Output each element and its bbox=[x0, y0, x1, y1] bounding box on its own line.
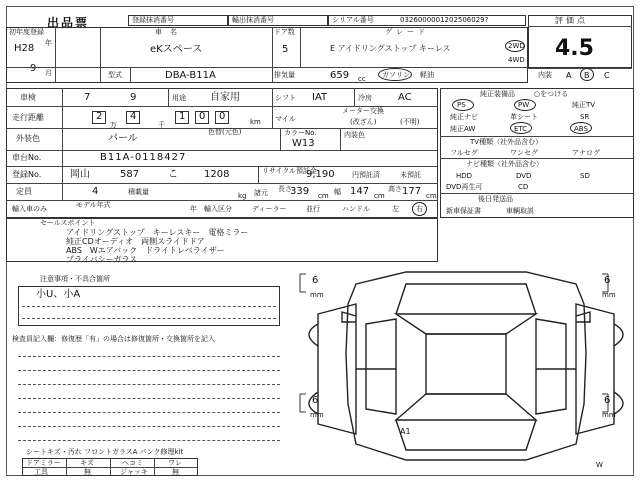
car-name-label: 車名 bbox=[155, 28, 185, 36]
fuel-gas: ガソリン bbox=[382, 71, 410, 79]
tire-fr: 6 bbox=[604, 275, 611, 286]
usage-value: 自家用 bbox=[210, 92, 240, 103]
shift-label: シフト bbox=[275, 94, 296, 102]
tire-rr: 6 bbox=[604, 395, 611, 406]
opt-cd: CD bbox=[518, 183, 529, 191]
legend-h4: ワレ bbox=[168, 459, 182, 467]
inner-color-label: 内装色 bbox=[344, 131, 365, 139]
import-parallel: 並行 bbox=[306, 205, 320, 213]
recycle-unpaid: 未預託 bbox=[400, 171, 421, 179]
tire-fr-mm: mm bbox=[602, 291, 616, 299]
legend-v3: ジャッキ bbox=[120, 468, 148, 476]
interior-a: A bbox=[566, 71, 572, 80]
fuel-light: 軽油 bbox=[420, 71, 434, 79]
handle-label: ハンドル bbox=[342, 205, 370, 213]
mileage-sen: 千 bbox=[158, 121, 165, 129]
interior-c: C bbox=[604, 71, 610, 80]
usage-label: 用途 bbox=[172, 94, 186, 102]
opt-etc: ETC bbox=[514, 125, 528, 133]
import-type-label: 輸入区分 bbox=[204, 205, 232, 213]
inspection-month: 9 bbox=[130, 92, 137, 103]
mileage-digit-5: 0 bbox=[219, 111, 226, 122]
month-unit: 月 bbox=[45, 69, 52, 77]
rating-label: 評価点 bbox=[555, 16, 588, 25]
registration-region: 岡山 bbox=[70, 169, 90, 180]
navi-hdd: HDD bbox=[456, 172, 473, 180]
first-reg-year: H28 bbox=[14, 43, 35, 54]
ac-label: 冷房 bbox=[358, 94, 372, 102]
tv-fullseg: フルセグ bbox=[450, 149, 478, 157]
meter-exchange-label: メーター交換 bbox=[342, 107, 384, 115]
doors-label: ドア数 bbox=[274, 28, 295, 36]
car-info-box bbox=[6, 27, 528, 83]
notes-handwritten: 小U、小A bbox=[36, 289, 81, 300]
car-damage-diagram bbox=[296, 264, 636, 476]
opt-pw: PW bbox=[518, 101, 530, 109]
drive-4wd: 4WD bbox=[508, 56, 525, 64]
sales-line-2: 純正CDオーディオ 両側スライドドア bbox=[66, 237, 205, 246]
cc-unit: cc bbox=[358, 75, 366, 83]
chassis-value: B11A-0118427 bbox=[100, 152, 187, 163]
opt-abs: ABS bbox=[574, 125, 588, 133]
outer-color-value: パール bbox=[108, 133, 138, 144]
drive-2wd: 2WD bbox=[508, 42, 525, 50]
height-value: 177 bbox=[402, 186, 422, 197]
opt-aw: 純正AW bbox=[450, 125, 476, 133]
type-label: 型式 bbox=[108, 71, 122, 79]
registration-number: 1208 bbox=[204, 169, 230, 180]
tire-rl-mm: mm bbox=[310, 411, 324, 419]
registration-label: 登録No. bbox=[12, 170, 42, 179]
width-value: 147 bbox=[350, 186, 370, 197]
first-reg-label: 初年度登録 bbox=[9, 28, 44, 36]
sales-line-1: アイドリングストップ キーレスキー 電格ミラー bbox=[66, 228, 249, 237]
tv-oneseg: ワンセグ bbox=[510, 149, 538, 157]
owners-manual: 車輌取説 bbox=[506, 207, 534, 215]
new-warranty: 新車保証書 bbox=[446, 207, 481, 215]
opt-navi: 純正ナビ bbox=[450, 113, 478, 121]
import-label: 輸入車のみ bbox=[12, 205, 47, 213]
rear-ship-label: 後日発送品 bbox=[478, 195, 513, 203]
doc-no-label: 登録抹消番号 bbox=[132, 16, 174, 24]
grade-label: グレード bbox=[385, 28, 429, 36]
pack-label: 純正装備品 bbox=[480, 90, 515, 98]
registration-class: 587 bbox=[120, 169, 140, 180]
length-value: 339 bbox=[290, 186, 310, 197]
length-cm: cm bbox=[318, 192, 329, 200]
dims-label: 諸元 bbox=[254, 189, 268, 197]
displacement-label: 排気量 bbox=[274, 71, 295, 79]
height-label: 高さ bbox=[388, 185, 402, 193]
legend-v4: 無 bbox=[172, 468, 179, 476]
capacity-value: 4 bbox=[92, 186, 99, 197]
mileage-man: 万 bbox=[110, 121, 117, 129]
opt-sr: SR bbox=[580, 113, 590, 121]
rating-value: 4.5 bbox=[555, 36, 594, 61]
model-code: DBA-B11A bbox=[165, 70, 216, 81]
navi-dvd: DVD bbox=[516, 172, 532, 180]
color-code-label: カラーNo. bbox=[284, 129, 317, 137]
legend-h2: キズ bbox=[80, 459, 94, 467]
year-unit: 年 bbox=[45, 39, 52, 47]
interior-label: 内装 bbox=[538, 71, 552, 79]
outer-color-label: 外装色 bbox=[16, 134, 40, 143]
opt-tv: 純正TV bbox=[572, 101, 596, 109]
legend-v2: 無 bbox=[84, 468, 91, 476]
mileage-label: 走行距離 bbox=[12, 113, 44, 122]
load-label: 積載量 bbox=[128, 188, 149, 196]
recycle-amount: 9,190 bbox=[306, 169, 335, 180]
sheet-title: 出品票 bbox=[47, 16, 90, 30]
tv-analog: アナログ bbox=[572, 149, 600, 157]
legend-v1: 工具 bbox=[34, 468, 48, 476]
import-dealer: ディーラー bbox=[252, 205, 287, 213]
grade-value: E アイドリングストップ キーレス bbox=[330, 44, 451, 53]
handle-left: 左 bbox=[392, 205, 399, 213]
inspection-year: 7 bbox=[84, 92, 91, 103]
mileage-digit-4: 0 bbox=[199, 111, 206, 122]
serial-label: シリアル番号 bbox=[332, 16, 374, 24]
ac-value: AC bbox=[398, 92, 412, 103]
dvd-play: DVD再生可 bbox=[446, 183, 483, 191]
model-year-label: モデル年式 bbox=[76, 201, 111, 209]
mileage-tampered: (改ざん) bbox=[350, 118, 377, 126]
navi-sd: SD bbox=[580, 172, 590, 180]
doors-value: 5 bbox=[282, 44, 289, 55]
repair-label: 検査員記入欄：修復歴「有」の場合は修復箇所・交換箇所を記入 bbox=[12, 335, 215, 343]
legend-h3: ヘコミ bbox=[122, 459, 143, 467]
cert-label: 輸出抹消番号 bbox=[232, 16, 274, 24]
recycle-unit: 円預託済 bbox=[352, 171, 380, 179]
color-code: W13 bbox=[292, 138, 315, 149]
model-year-unit: 年 bbox=[190, 205, 197, 213]
height-cm: cm bbox=[426, 192, 437, 200]
displacement-value: 659 bbox=[330, 70, 350, 81]
first-reg-month: 9 bbox=[30, 63, 37, 74]
load-kg: kg bbox=[238, 192, 247, 200]
mileage-digit-2: 4 bbox=[130, 111, 137, 122]
width-label: 幅 bbox=[334, 188, 341, 196]
sales-line-4: プライバシーガラス bbox=[66, 255, 138, 264]
recycle-label: リサイクル預託金 bbox=[262, 167, 318, 175]
legend-h1: ドアミラー bbox=[26, 459, 61, 467]
registration-kana: こ bbox=[168, 169, 178, 180]
mileage-digit-3: 1 bbox=[179, 111, 186, 122]
notes-label: 注意事項・不具合箇所 bbox=[40, 275, 110, 283]
mile-label: マイル bbox=[275, 115, 296, 123]
tire-rr-mm: mm bbox=[602, 411, 616, 419]
tire-rl: 6 bbox=[312, 395, 319, 406]
repaint-label: 色替(元色) bbox=[208, 128, 242, 136]
mileage-unknown: (不明) bbox=[400, 118, 420, 126]
mileage-km: km bbox=[250, 118, 261, 126]
pack-note: ○をつける bbox=[534, 90, 569, 98]
sales-line-3: ABS Wエアバック ドライトレベライザー bbox=[66, 246, 225, 255]
corner-w: W bbox=[596, 461, 603, 469]
mileage-digit-1: 2 bbox=[96, 111, 103, 122]
interior-b: B bbox=[584, 71, 590, 80]
capacity-label: 定員 bbox=[16, 187, 32, 196]
tv-type-label: TV種類（社外品含む） bbox=[470, 138, 543, 146]
chassis-label: 車台No. bbox=[12, 153, 42, 162]
length-label: 長さ bbox=[278, 185, 292, 193]
inspection-label: 車検 bbox=[20, 93, 36, 102]
sales-points-label: セールスポイント bbox=[40, 219, 96, 227]
shift-value: IAT bbox=[312, 92, 328, 103]
handle-right: 右 bbox=[416, 205, 423, 213]
opt-leather: 革シート bbox=[510, 113, 538, 121]
damage-mark: A1 bbox=[400, 427, 411, 436]
width-cm: cm bbox=[374, 192, 385, 200]
tire-fl: 6 bbox=[312, 275, 319, 286]
bottom-note: シートキズ・汚れ フロントガラスA パンク修理kit bbox=[26, 448, 184, 456]
serial-number: 0326000001202506029? bbox=[400, 16, 489, 24]
opt-ps: PS bbox=[457, 101, 466, 109]
car-name: eKスペース bbox=[150, 44, 203, 55]
navi-type-label: ナビ種類（社外品含む） bbox=[466, 160, 543, 168]
tire-fl-mm: mm bbox=[310, 291, 324, 299]
